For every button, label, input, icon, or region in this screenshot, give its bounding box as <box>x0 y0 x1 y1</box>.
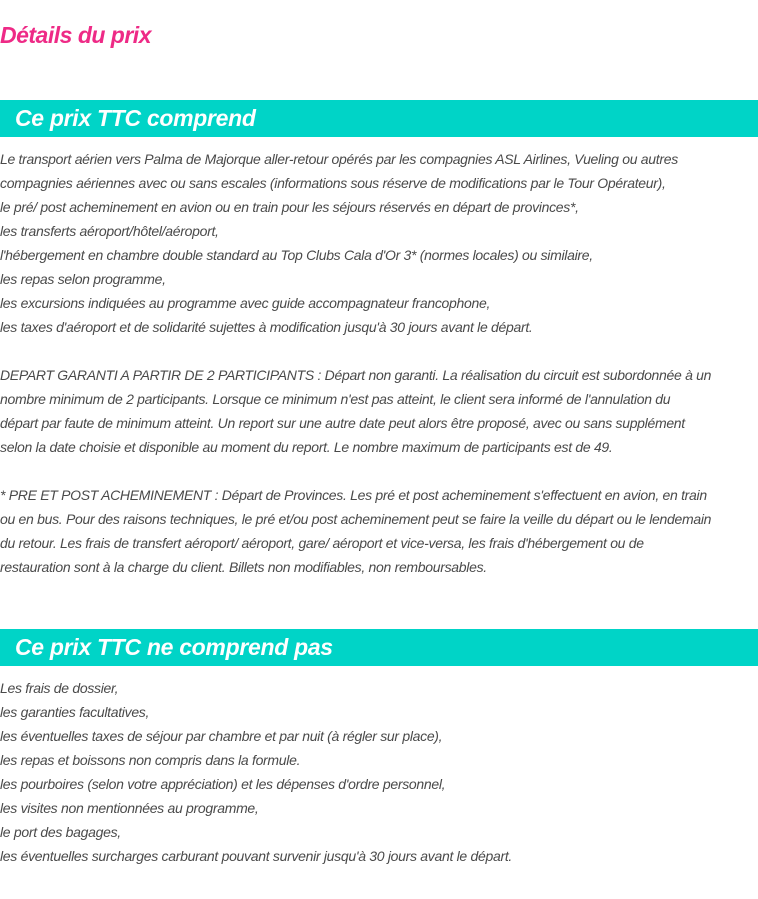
paragraph-line: départ par faute de minimum atteint. Un report sur une autre date peut alors être proposé, avec ou sans supplément <box>0 415 685 431</box>
excluded-item: les éventuelles taxes de séjour par chambre et par nuit (à régler sur place), <box>0 728 443 744</box>
excluded-item: les garanties facultatives, <box>0 704 150 720</box>
included-item: les transferts aéroport/hôtel/aéroport, <box>0 223 219 239</box>
excluded-item: les repas et boissons non compris dans la formule. <box>0 752 301 768</box>
included-item: les repas selon programme, <box>0 271 166 287</box>
guarantee-paragraph <box>0 363 758 459</box>
paragraph-line: nombre minimum de 2 participants. Lorsque ce minimum n'est pas atteint, le client sera informé de l'annulation du <box>0 391 671 407</box>
excluded-heading: Ce prix TTC ne comprend pas <box>0 629 758 666</box>
paragraph-line: DEPART GARANTI A PARTIR DE 2 PARTICIPANTS : Départ non garanti. La réalisation du circuit est subordonnée à un <box>0 367 712 383</box>
excluded-item: les pourboires (selon votre appréciation) et les dépenses d'ordre personnel, <box>0 776 446 792</box>
excluded-item: les visites non mentionnées au programme, <box>0 800 259 816</box>
excluded-item: le port des bagages, <box>0 824 121 840</box>
excluded-item: Les frais de dossier, <box>0 680 119 696</box>
paragraph-line: selon la date choisie et disponible au moment du report. Le nombre maximum de participants est de 49. <box>0 439 613 455</box>
included-heading: Ce prix TTC comprend <box>0 100 758 137</box>
paragraph-line: restauration sont à la charge du client. Billets non modifiables, non remboursables. <box>0 559 487 575</box>
included-item: les taxes d'aéroport et de solidarité sujettes à modification jusqu'à 30 jours avant le départ. <box>0 319 533 335</box>
paragraph-line: du retour. Les frais de transfert aéroport/ aéroport, gare/ aéroport et vice-versa, les frais d'hébergement ou de <box>0 535 644 551</box>
included-item: les excursions indiquées au programme avec guide accompagnateur francophone, <box>0 295 491 311</box>
paragraph-line: * PRE ET POST ACHEMINEMENT : Départ de Provinces. Les pré et post acheminement s'effectuent en avion, en train <box>0 487 707 503</box>
pre-post-paragraph <box>0 483 758 579</box>
included-list <box>0 147 758 339</box>
included-item: compagnies aériennes avec ou sans escales (informations sous réserve de modifications par le Tour Opérateur), <box>0 175 666 191</box>
paragraph-line: ou en bus. Pour des raisons techniques, le pré et/ou post acheminement peut se faire la veille du départ ou le lendemain <box>0 511 712 527</box>
included-item: l'hébergement en chambre double standard au Top Clubs Cala d'Or 3* (normes locales) ou similaire, <box>0 247 593 263</box>
included-item: Le transport aérien vers Palma de Majorque aller-retour opérés par les compagnies ASL Airlines, Vueling ou autres <box>0 151 678 167</box>
included-item: le pré/ post acheminement en avion ou en train pour les séjours réservés en départ de provinces*, <box>0 199 579 215</box>
page-title: Détails du prix <box>0 22 151 48</box>
excluded-list <box>0 676 758 868</box>
excluded-item: les éventuelles surcharges carburant pouvant survenir jusqu'à 30 jours avant le départ. <box>0 848 512 864</box>
